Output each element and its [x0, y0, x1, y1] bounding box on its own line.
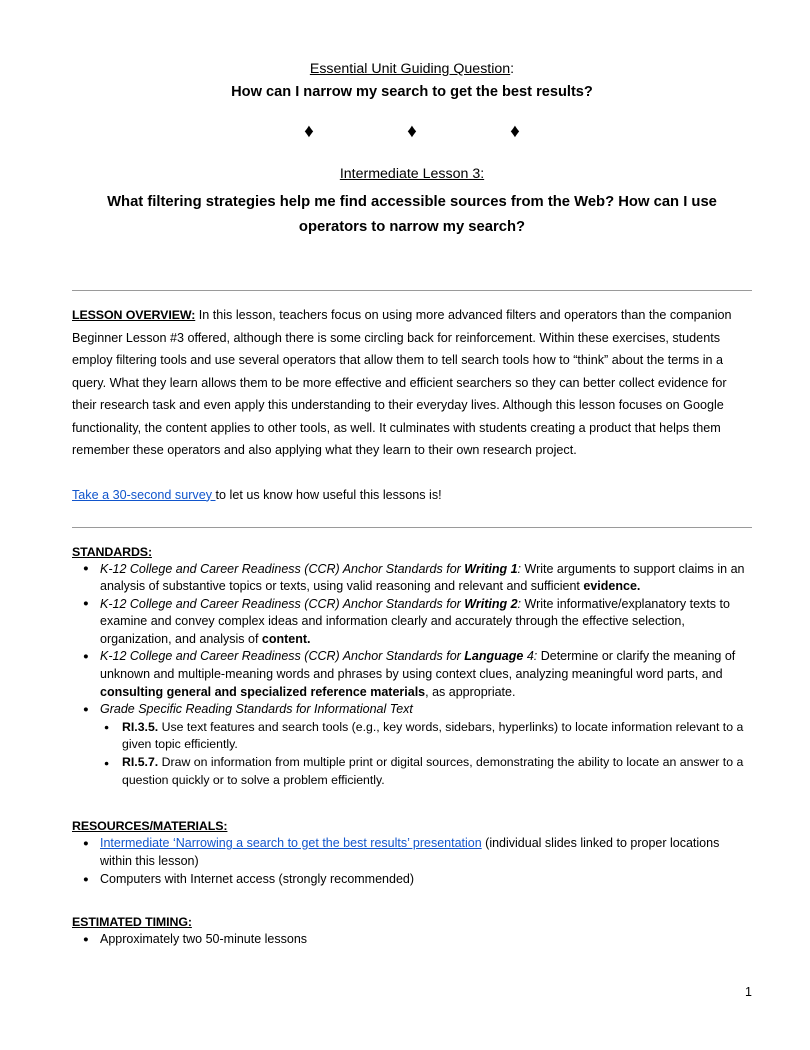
standard-body-text: Write informative/explanatory texts to examine and convey complex ideas and information clearly and accurately through the effective selection, organization, and analysis of	[100, 596, 730, 646]
lesson-label	[72, 163, 752, 186]
standards-section	[72, 543, 752, 561]
lesson-header-block	[72, 163, 752, 240]
essential-question-text: How can I narrow my search to get the best results?	[231, 84, 593, 100]
survey-line	[72, 484, 752, 506]
estimated-timing-heading: ESTIMATED TIMING:	[72, 915, 192, 929]
standards-list-item	[72, 648, 752, 701]
header-block	[72, 0, 752, 104]
standard-title	[100, 649, 537, 663]
standard-body-text: Write arguments to support claims in an analysis of substantive topics or texts, using valid reasoning and relevant and sufficient	[100, 561, 745, 594]
standard-body-emphasis: consulting general and specialized reference materials	[100, 684, 426, 699]
lesson-overview-section	[72, 304, 752, 462]
resources-list-item	[72, 871, 752, 889]
standard-body-text: Determine or clarify the meaning of unknown and multiple-meaning words and phrases by using context clues, analyzing meaningful word parts, and	[100, 649, 736, 682]
essential-question-colon: :	[510, 61, 515, 77]
standard-title	[100, 562, 521, 576]
divider-rule-standards	[72, 527, 752, 528]
divider-rule-top	[72, 290, 752, 291]
standards-list-item	[72, 596, 752, 649]
estimated-timing-section	[72, 913, 752, 931]
standard-body-text-end: , as appropriate.	[425, 684, 516, 699]
standard-code-text: Use text features and search tools (e.g., key words, sidebars, hyperlinks) to locate information relevant to a given topic efficiently.	[122, 719, 744, 752]
document-body	[72, 0, 752, 949]
standards-list-item-grade-specific	[72, 701, 752, 789]
standard-title-suffix: 4:	[523, 649, 538, 664]
presentation-link[interactable]: Intermediate ‘Narrowing a search to get the best results’ presentation	[100, 836, 482, 851]
timing-list-item	[72, 931, 752, 949]
standard-title-emphasis: Writing 1	[464, 561, 518, 576]
standards-heading: STANDARDS:	[72, 544, 152, 559]
standard-title-emphasis: Language	[464, 649, 524, 664]
standards-list-item	[72, 561, 752, 596]
page-number: 1	[745, 985, 752, 999]
standard-title-suffix: :	[517, 596, 522, 611]
standard-title	[100, 597, 521, 611]
essential-question-underlined-label: Essential Unit Guiding Question	[309, 61, 511, 77]
standard-title-suffix: :	[517, 561, 522, 576]
resources-item-trailing-text: (individual slides linked to proper locations within this lesson)	[100, 836, 720, 868]
lesson-question-text: What filtering strategies help me find accessible sources from the Web? How can I use operators to narrow my search?	[107, 194, 717, 235]
resources-item-text: Computers with Internet access (strongly recommended)	[100, 872, 415, 887]
timing-list	[72, 931, 752, 949]
grade-specific-sublist	[100, 719, 752, 789]
lesson-overview-heading: LESSON OVERVIEW:	[72, 308, 196, 322]
resources-section	[72, 817, 752, 835]
grade-specific-list-item	[100, 754, 752, 789]
standard-code-text: Draw on information from multiple print or digital sources, demonstrating the ability to locate an answer to a question quickly or to solve a problem efficiently.	[122, 755, 744, 787]
grade-specific-list-item	[100, 719, 752, 754]
standard-title-prefix: K-12 College and Career Readiness (CCR) Anchor Standards for	[100, 561, 465, 576]
lesson-overview-text: In this lesson, teachers focus on using more advanced filters and operators than the companion Beginner Lesson #3 offered, although there is some circling back for reinforcement. Within these exercises, students employ filtering tools and use several operators that allow them to tell search tools how to “think” about the terms in a query. What they learn allows them to be more effective and efficient searchers so they can better collect evidence for their research task and even apply this understanding to their everyday lives. Although this lesson focuses on Google functionality, the content applies to other tools, as well. It culminates with students creating a product that helps them remember these operators and also applying what they learn to their own research project.	[72, 308, 732, 457]
standard-title-emphasis: Writing 2	[464, 596, 518, 611]
survey-link[interactable]: Take a 30-second survey	[72, 487, 216, 502]
standards-list	[72, 561, 752, 790]
grade-specific-title: Grade Specific Reading Standards for Informational Text	[100, 702, 413, 717]
standard-code: RI.3.5.	[122, 719, 159, 734]
standard-body-emphasis: evidence.	[583, 579, 641, 594]
essential-unit-guiding-question-label	[72, 58, 752, 80]
diamond-divider-icon: ♦ ♦ ♦	[304, 121, 564, 142]
resources-list	[72, 835, 752, 889]
lesson-label-text: Intermediate Lesson 3:	[339, 166, 485, 182]
standard-title-prefix: K-12 College and Career Readiness (CCR) Anchor Standards for	[100, 649, 465, 664]
timing-item-text: Approximately two 50-minute lessons	[100, 932, 308, 946]
resources-list-item	[72, 835, 752, 870]
resources-heading: RESOURCES/MATERIALS:	[72, 819, 228, 834]
standard-title-prefix: K-12 College and Career Readiness (CCR) Anchor Standards for	[100, 596, 465, 611]
standard-body-emphasis: content.	[261, 631, 311, 646]
survey-trailing-text: to let us know how useful this lessons is!	[215, 487, 442, 502]
standard-code: RI.5.7.	[122, 755, 159, 770]
